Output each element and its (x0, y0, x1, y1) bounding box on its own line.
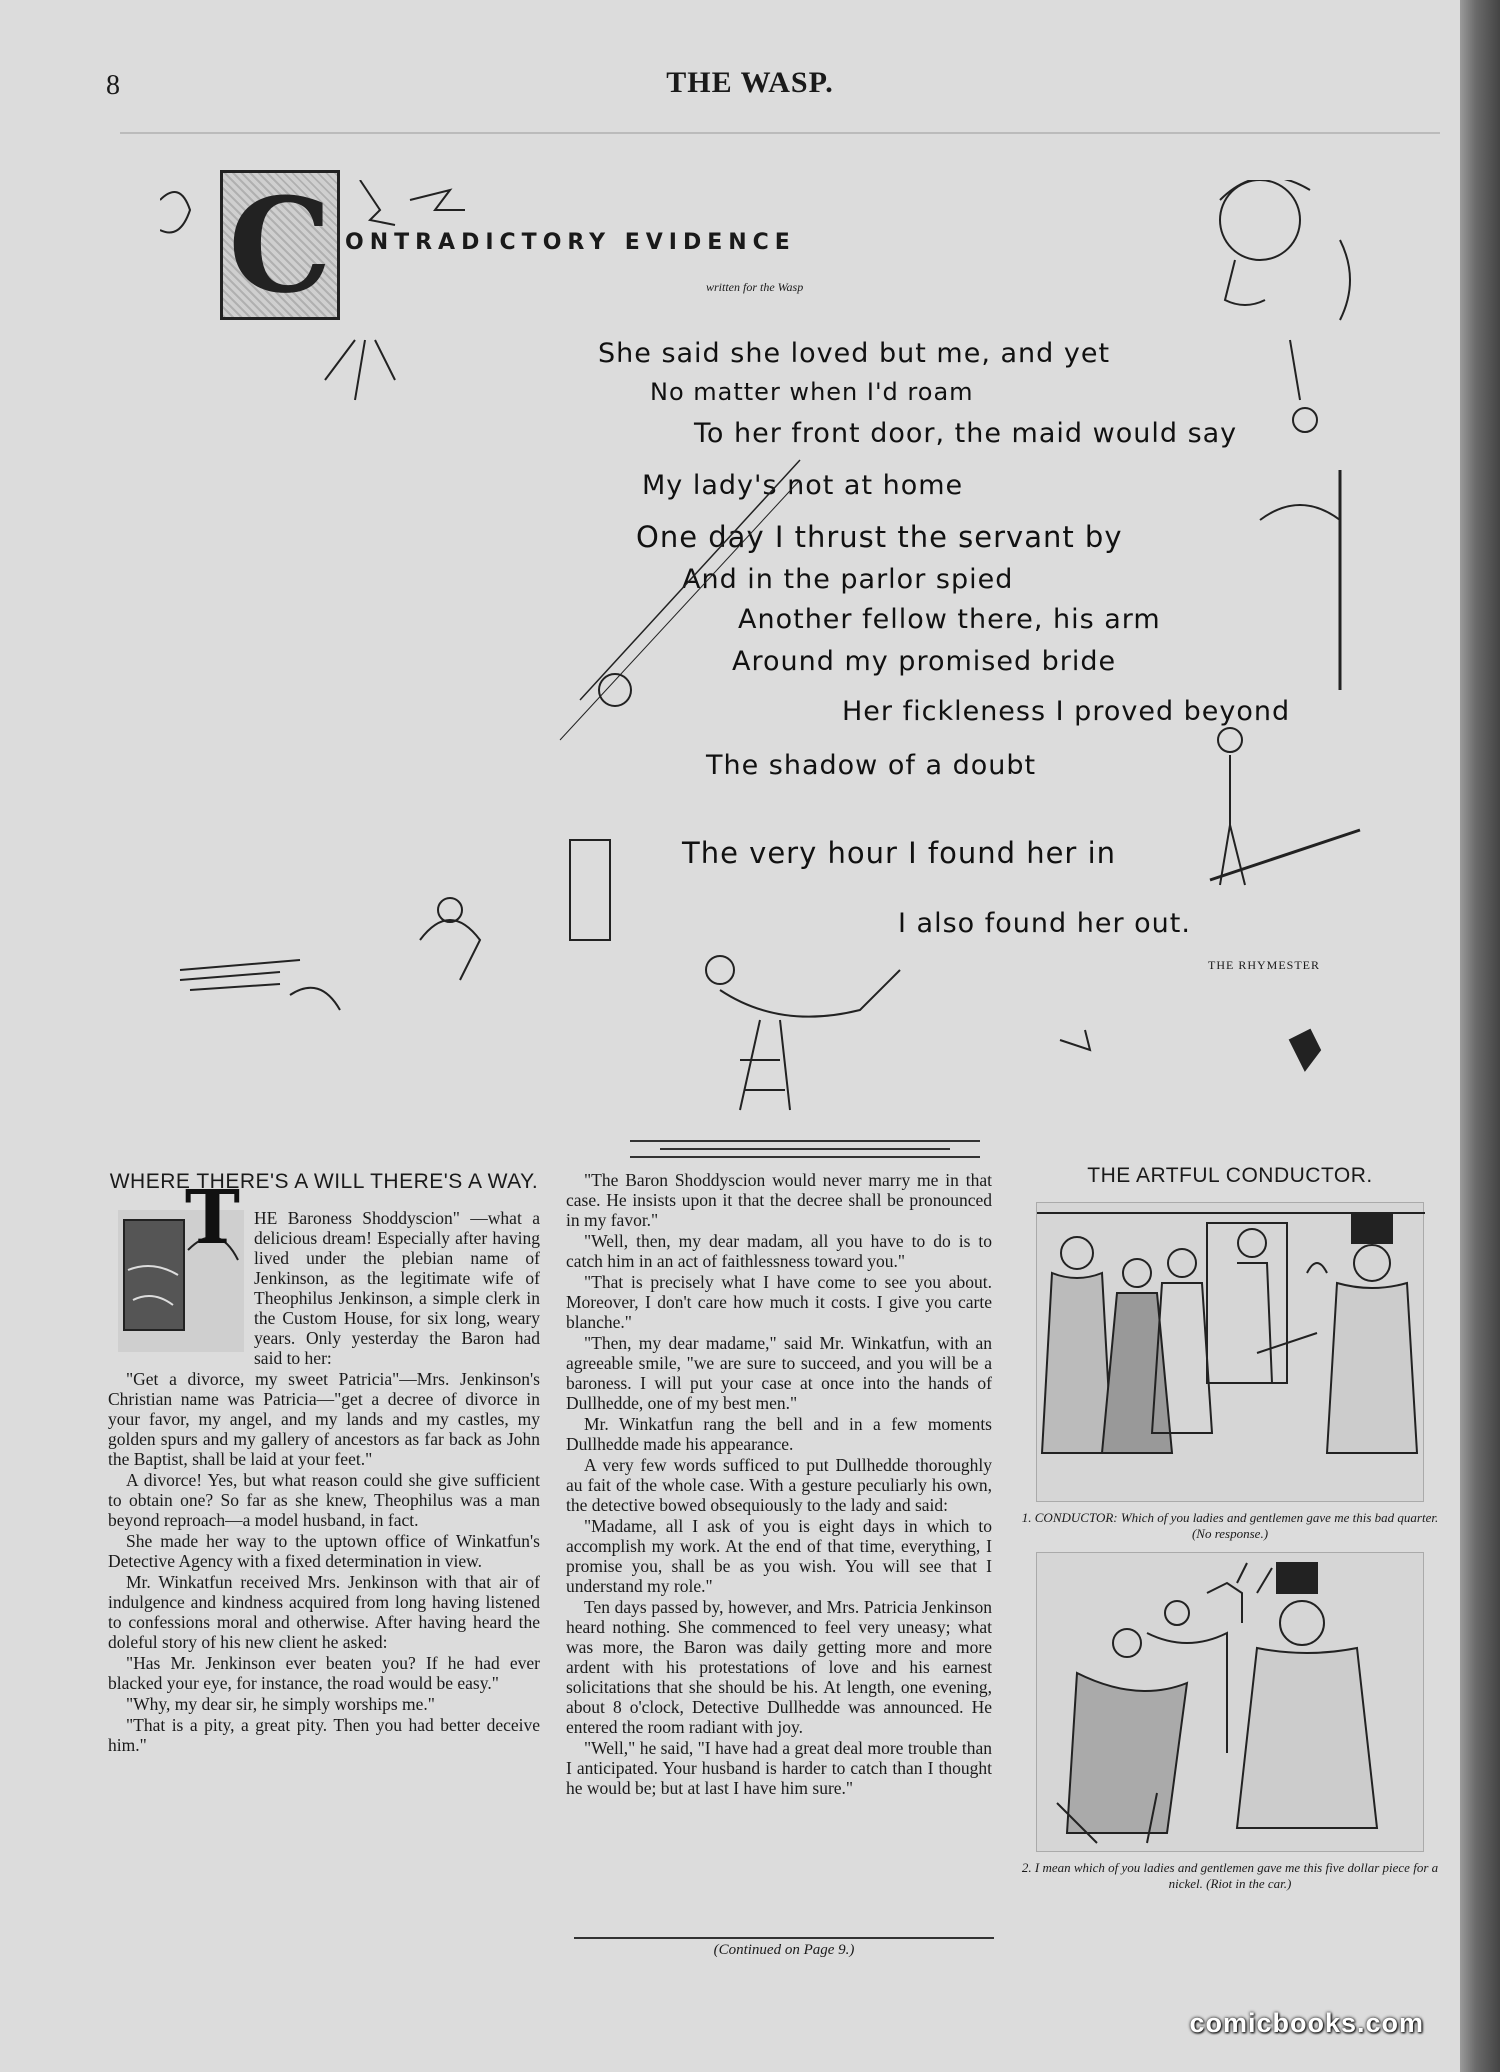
page-number: 8 (106, 70, 120, 101)
article-paragraph: "Well, then, my dear madam, all you have to do is to catch him in an act of faithlessness toward you." (566, 1231, 992, 1271)
poem-line: One day I thrust the servant by (636, 520, 1123, 554)
watermark: comicbooks.com (1189, 2008, 1424, 2038)
poem-divider (630, 1140, 980, 1158)
poem-line: The shadow of a doubt (706, 750, 1037, 781)
poem-initial: C (220, 170, 340, 320)
cartoon-heading: THE ARTFUL CONDUCTOR. (1087, 1164, 1373, 1187)
poem-line: She said she loved but me, and yet (598, 338, 1111, 369)
poem-line: I also found her out. (898, 908, 1191, 939)
cartoon-caption-1: 1. CONDUCTOR: Which of you ladies and gentlemen gave me this bad quarter. (No response.) (1021, 1510, 1439, 1541)
poem-subtitle: written for the Wasp (706, 280, 804, 294)
article-paragraph: A divorce! Yes, but what reason could she give sufficient to obtain one? So far as she knew, Theophilus was a man beyond reproach—a model husband, in fact. (108, 1470, 540, 1530)
article-paragraph: "Madame, all I ask of you is eight days in which to accomplish my work. At the end of that time, everything, I promise you, shall be as you wish. You will see that I understand my role." (566, 1516, 992, 1596)
article-column-1 (108, 1170, 540, 1756)
poem-line: And in the parlor spied (682, 564, 1014, 595)
poem-line: My lady's not at home (642, 470, 964, 501)
article-paragraph: "The Baron Shoddyscion would never marry me in that case. He insists upon it that the decree shall be pronounced in my favor." (566, 1170, 992, 1230)
article-column-2 (566, 1170, 992, 1799)
article-paragraph: "Has Mr. Jenkinson ever beaten you? If he had ever blacked your eye, for instance, the road would be easy." (108, 1653, 540, 1693)
poem-title: ONTRADICTORY EVIDENCE (345, 230, 796, 255)
article-paragraph: "Well," he said, "I have had a great deal more trouble than I anticipated. Your husband is harder to catch than I thought he would be; but at last I have him sure." (566, 1738, 992, 1798)
article-paragraph: "Then, my dear madame," said Mr. Winkatfun, with an agreeable smile, "we are sure to succeed, and you will be a baroness. I will put your case at once into the hands of Dullhedde, one of my best men." (566, 1333, 992, 1413)
article-paragraph: HE Baroness Shoddyscion" —what a delicious dream! Especially after having lived under the plebian name of Jenkinson, as the legitimate wife of Theophilus Jenkinson, a simple clerk in the Custom House, for six long, weary years. Only yesterday the Baron had said to her: (254, 1208, 540, 1368)
cartoon-panel-1 (1036, 1202, 1424, 1502)
poem-line: Around my promised bride (732, 646, 1117, 677)
poem-line: Another fellow there, his arm (738, 604, 1161, 635)
poem-illustration (160, 180, 1390, 1130)
article-heading: WHERE THERE'S A WILL THERE'S A WAY. (109, 1170, 539, 1193)
article-paragraph: Mr. Winkatfun received Mrs. Jenkinson with that air of indulgence and kindness acquired from long having listened to confessions moral and otherwise. After having heard the doleful story of his new client he asked: (108, 1572, 540, 1652)
article-paragraph: "Get a divorce, my sweet Patricia"—Mrs. Jenkinson's Christian name was Patricia—"get a decree of divorce in your favor, my angel, and my lands and my castles, my golden spurs and my gallery of ancestors as far back as John the Baptist, shall be laid at your feet." (108, 1369, 540, 1469)
article-paragraph: "That is precisely what I have come to see you about. Moreover, I don't care how much it costs. I give you carte blanche." (566, 1272, 992, 1332)
article-paragraph: A very few words sufficed to put Dullhedde thoroughly au fait of the whole case. With a gesture peculiarly his own, the detective bowed obsequiously to the lady and said: (566, 1455, 992, 1515)
poem-line: To her front door, the maid would say (694, 418, 1238, 449)
poem-signature: THE RHYMESTER (1208, 958, 1320, 972)
masthead: THE WASP. (666, 66, 834, 99)
article-paragraph: "That is a pity, a great pity. Then you had better deceive him." (108, 1715, 540, 1755)
poem-line: The very hour I found her in (682, 836, 1117, 870)
drop-letter: T (184, 1175, 240, 1261)
poem-line: Her fickleness I proved beyond (842, 696, 1291, 727)
article-paragraph: "Why, my dear sir, he simply worships me." (126, 1694, 435, 1714)
cartoon-panel-2 (1036, 1552, 1424, 1852)
article-paragraph: She made her way to the uptown office of Winkatfun's Detective Agency with a fixed determination in view. (108, 1531, 540, 1571)
cartoon-column (1018, 1166, 1442, 1902)
drop-cap-illustration (118, 1175, 244, 1352)
article-paragraph: Ten days passed by, however, and Mrs. Patricia Jenkinson heard nothing. She commenced to feel very uneasy; what was more, the Baron was daily getting more and more ardent with his protestations of love and his earnest solicitations that she should be his. At length, one evening, about 8 o'clock, Detective Dullhedde was announced. He entered the room radiant with joy. (566, 1597, 992, 1737)
poem-line: No matter when I'd roam (650, 378, 974, 406)
header-rule (120, 132, 1440, 134)
cartoon-caption-2: 2. I mean which of you ladies and gentlemen gave me this five dollar piece for a nickel. (Riot in the car.) (1021, 1860, 1439, 1891)
article-paragraph: Mr. Winkatfun rang the bell and in a few moments Dullhedde made his appearance. (566, 1414, 992, 1454)
book-binding-edge (1460, 0, 1500, 2072)
column-end-rule (574, 1937, 994, 1939)
continued-note: (Continued on Page 9.) (713, 1942, 855, 1958)
